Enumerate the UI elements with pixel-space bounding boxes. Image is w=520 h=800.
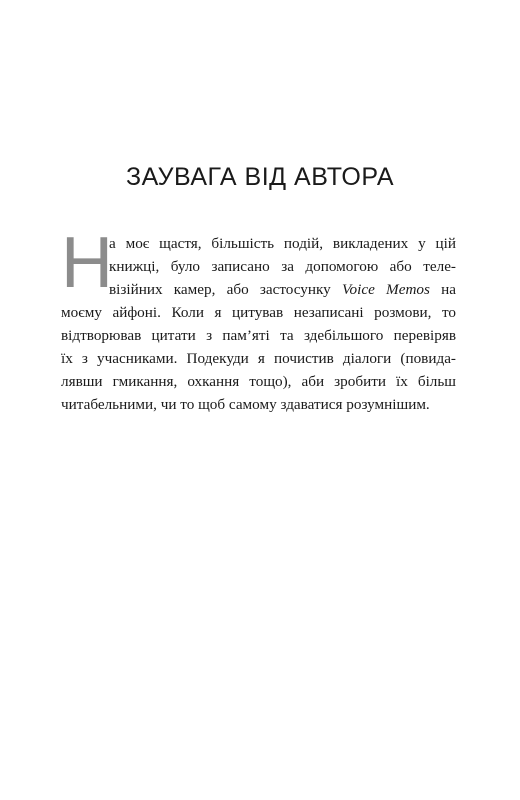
text-line: а моє щастя, більшість подій, викладених у цій xyxy=(109,235,456,252)
page-title: ЗАУВАГА ВІД АВТОРА xyxy=(125,163,394,191)
text-line: відтворював цитати з пам’яті та здебільшого перевіряв xyxy=(61,327,456,344)
text-line-end: на xyxy=(441,281,456,298)
text-line xyxy=(61,278,456,301)
text-line-start: візійних камер, або застосунку xyxy=(109,281,342,298)
body-paragraph xyxy=(61,223,456,416)
text-line: читабельними, чи то щоб самому здаватися розумнішим. xyxy=(61,396,430,413)
text-line: моєму айфоні. Коли я цитував незаписані розмови, то xyxy=(61,304,456,321)
text-line: лявши гмикання, охкання тощо), аби зробити їх більш xyxy=(61,373,456,390)
text-line: книжці, було записано за допомогою або теле- xyxy=(109,258,456,275)
italic-app-name: Voice Memos xyxy=(341,281,430,298)
drop-cap: Н xyxy=(61,223,113,303)
text-line: їх з учасниками. Подекуди я почистив діалоги (повида- xyxy=(61,350,456,367)
